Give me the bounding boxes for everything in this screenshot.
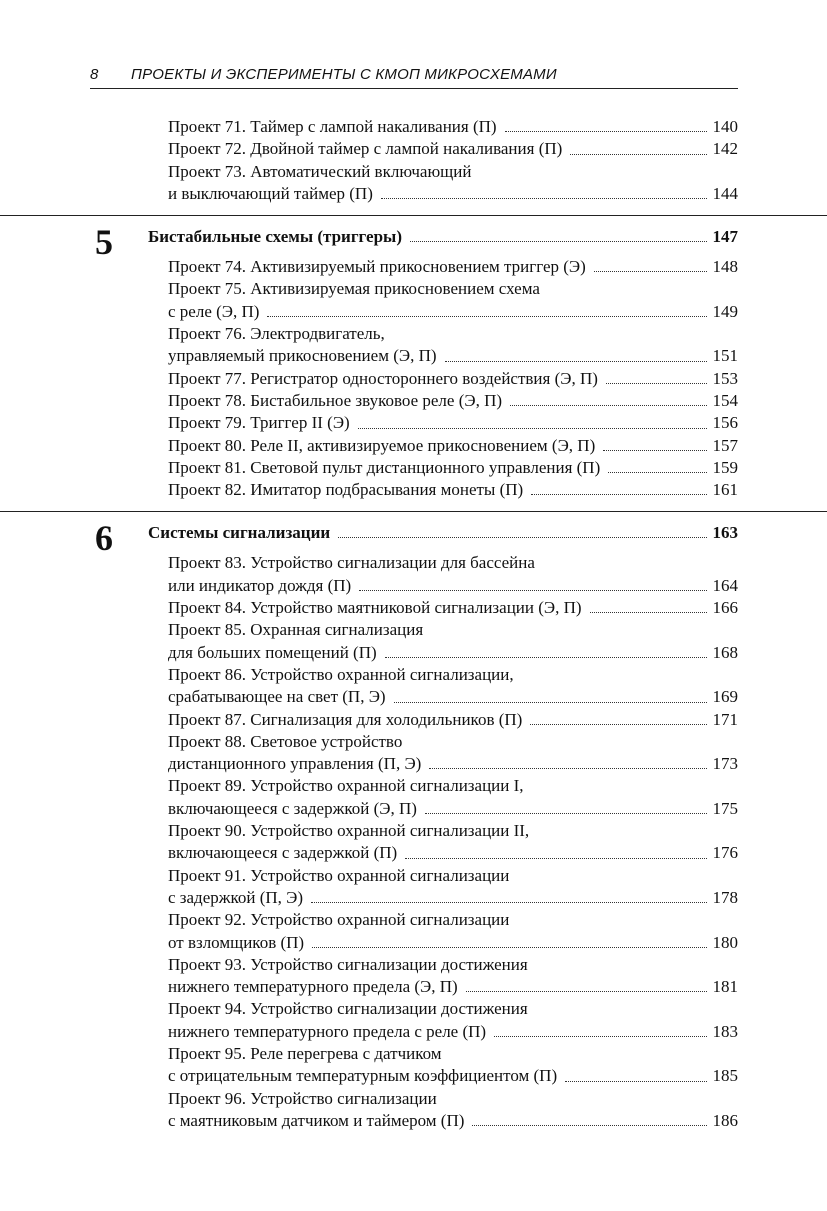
dot-leader xyxy=(510,405,706,406)
toc-entry[interactable] xyxy=(168,116,738,138)
entry-page-number: 168 xyxy=(712,642,738,662)
toc-entry[interactable] xyxy=(168,597,738,619)
toc-entry-line xyxy=(168,775,738,797)
toc-entry[interactable] xyxy=(168,412,738,434)
toc-entry-line xyxy=(168,138,738,160)
entry-text: и выключающий таймер (П) xyxy=(168,183,373,203)
toc-entry-line xyxy=(168,1021,738,1043)
entry-text: Проект 78. Бистабильное звуковое реле (Э, П) xyxy=(168,390,503,410)
toc-entry[interactable] xyxy=(168,256,738,278)
entry-text: с отрицательным температурным коэффициентом (П) xyxy=(168,1066,558,1086)
entry-text: Проект 81. Световой пульт дистанционного управления (П) xyxy=(168,457,601,477)
entry-text: Проект 92. Устройство охранной сигнализации xyxy=(168,910,510,930)
entry-page-number: 183 xyxy=(712,1021,738,1041)
toc-entry-line xyxy=(168,412,738,434)
chapter-title: Бистабильные схемы (триггеры) xyxy=(148,227,402,247)
toc-entry-line xyxy=(168,842,738,864)
toc-entry[interactable] xyxy=(168,390,738,412)
dot-leader xyxy=(381,198,707,199)
toc-entry[interactable] xyxy=(168,731,738,776)
entry-page-number: 175 xyxy=(712,798,738,818)
entry-text: Проект 91. Устройство охранной сигнализации xyxy=(168,865,510,885)
toc-entry[interactable] xyxy=(168,1043,738,1088)
entry-page-number: 149 xyxy=(712,301,738,321)
entry-page-number: 154 xyxy=(712,390,738,410)
toc-entry-line xyxy=(168,116,738,138)
toc-entry-line xyxy=(168,390,738,412)
entry-text: дистанционного управления (П, Э) xyxy=(168,754,422,774)
chapter-number: 6 xyxy=(95,518,113,559)
toc-entry-line xyxy=(168,161,738,183)
toc-entry[interactable] xyxy=(168,709,738,731)
toc-entry-line xyxy=(168,865,738,887)
toc-entry-line xyxy=(168,887,738,909)
running-head-title: ПРОЕКТЫ И ЭКСПЕРИМЕНТЫ С КМОП МИКРОСХЕМАМИ xyxy=(131,66,557,83)
toc-entry[interactable] xyxy=(168,865,738,910)
entry-text: Проект 75. Активизируемая прикосновением схема xyxy=(168,279,540,299)
toc-entry[interactable] xyxy=(168,552,738,597)
toc-entry[interactable] xyxy=(168,619,738,664)
entry-text: Проект 96. Устройство сигнализации xyxy=(168,1088,437,1108)
dot-leader xyxy=(385,657,707,658)
toc-entry[interactable] xyxy=(168,278,738,323)
entry-text: Проект 95. Реле перегрева с датчиком xyxy=(168,1043,442,1063)
toc-entry-line xyxy=(168,1110,738,1132)
toc-entry[interactable] xyxy=(168,775,738,820)
toc-entry-line xyxy=(168,798,738,820)
toc-entry-line xyxy=(168,686,738,708)
entry-text: Проект 85. Охранная сигнализация xyxy=(168,620,424,640)
entry-text: Проект 93. Устройство сигнализации достижения xyxy=(168,954,528,974)
toc-entry[interactable] xyxy=(168,138,738,160)
toc-entry-line xyxy=(168,753,738,775)
entry-text: Проект 86. Устройство охранной сигнализации, xyxy=(168,664,514,684)
dot-leader xyxy=(494,1036,706,1037)
toc-entry-line xyxy=(168,642,738,664)
entry-text: Проект 79. Триггер II (Э) xyxy=(168,413,350,433)
entry-text: от взломщиков (П) xyxy=(168,932,305,952)
entry-text: Проект 87. Сигнализация для холодильников (П) xyxy=(168,709,523,729)
dot-leader xyxy=(429,768,706,769)
dot-leader xyxy=(531,494,706,495)
dot-leader xyxy=(472,1125,706,1126)
chapter-page-number: 163 xyxy=(712,523,738,543)
toc-entry-line xyxy=(168,301,738,323)
entry-page-number: 176 xyxy=(712,843,738,863)
entry-page-number: 186 xyxy=(712,1110,738,1130)
entry-list xyxy=(0,552,827,1138)
chapter-number: 5 xyxy=(95,222,113,263)
entry-text: Проект 88. Световое устройство xyxy=(168,731,403,751)
dot-leader xyxy=(405,858,706,859)
toc-entry-line xyxy=(168,368,738,390)
toc-entry-line xyxy=(168,323,738,345)
entry-text: Проект 73. Автоматический включающий xyxy=(168,161,472,181)
toc-entry-line xyxy=(168,1065,738,1087)
toc-entry-line xyxy=(168,479,738,501)
dot-leader xyxy=(410,241,707,242)
dot-leader xyxy=(590,612,707,613)
entry-list xyxy=(0,116,827,211)
toc-entry[interactable] xyxy=(168,1088,738,1133)
toc-entry-line xyxy=(168,256,738,278)
toc-entry-line xyxy=(168,619,738,641)
entry-page-number: 142 xyxy=(712,139,738,159)
entry-text: Проект 77. Регистратор одностороннего воздействия (Э, П) xyxy=(168,368,598,388)
toc-entry-line xyxy=(168,1043,738,1065)
entry-page-number: 140 xyxy=(712,117,738,136)
dot-leader xyxy=(425,813,707,814)
entry-page-number: 178 xyxy=(712,887,738,907)
running-head xyxy=(90,64,738,89)
dot-leader xyxy=(594,271,707,272)
toc-entry-line xyxy=(168,731,738,753)
entry-text: включающееся с задержкой (Э, П) xyxy=(168,798,417,818)
toc-entry-line xyxy=(168,664,738,686)
toc-entry[interactable] xyxy=(168,909,738,954)
toc-entry-line xyxy=(168,909,738,931)
dot-leader xyxy=(359,590,706,591)
entry-text: Проект 83. Устройство сигнализации для бассейна xyxy=(168,553,535,573)
toc-entry-line xyxy=(168,954,738,976)
toc-entry-line xyxy=(168,709,738,731)
entry-text: срабатывающее на свет (П, Э) xyxy=(168,687,386,707)
toc-entry[interactable] xyxy=(168,435,738,457)
chapter-heading[interactable] xyxy=(148,226,738,248)
dot-leader xyxy=(570,154,706,155)
chapter-page-number: 147 xyxy=(712,227,738,247)
entry-page-number: 181 xyxy=(712,977,738,997)
chapter-title: Системы сигнализации xyxy=(148,523,331,543)
dot-leader xyxy=(603,450,706,451)
entry-page-number: 157 xyxy=(712,435,738,455)
dot-leader xyxy=(530,724,706,725)
entry-page-number: 164 xyxy=(712,575,738,595)
toc-entry-line xyxy=(168,575,738,597)
dot-leader xyxy=(505,131,707,132)
toc-entry-line xyxy=(168,998,738,1020)
page-number: 8 xyxy=(90,66,99,83)
entry-text: Проект 90. Устройство охранной сигнализации II, xyxy=(168,821,530,841)
entry-text: Проект 80. Реле II, активизируемое прикосновением (Э, П) xyxy=(168,435,596,455)
dot-leader xyxy=(267,316,706,317)
toc-section xyxy=(0,215,827,507)
toc-entry-line xyxy=(168,820,738,842)
toc-entry[interactable] xyxy=(168,820,738,865)
entry-text: включающееся с задержкой (П) xyxy=(168,843,398,863)
entry-page-number: 173 xyxy=(712,754,738,774)
entry-text: Проект 84. Устройство маятниковой сигнализации (Э, П) xyxy=(168,598,582,618)
dot-leader xyxy=(565,1081,706,1082)
toc-entry-line xyxy=(168,183,738,205)
entry-page-number: 185 xyxy=(712,1066,738,1086)
entry-page-number: 156 xyxy=(712,413,738,433)
entry-text: Проект 72. Двойной таймер с лампой накаливания (П) xyxy=(168,139,563,159)
toc-entry[interactable] xyxy=(168,664,738,709)
toc-entry[interactable] xyxy=(168,323,738,368)
entry-page-number: 180 xyxy=(712,932,738,952)
entry-text: Проект 71. Таймер с лампой накаливания (П) xyxy=(168,117,497,136)
entry-text: нижнего температурного предела с реле (П) xyxy=(168,1021,487,1041)
toc-entry-line xyxy=(168,457,738,479)
toc-section xyxy=(0,511,827,1138)
entry-text: Проект 76. Электродвигатель, xyxy=(168,324,385,344)
entry-text: Проект 89. Устройство охранной сигнализации I, xyxy=(168,776,524,796)
entry-page-number: 169 xyxy=(712,687,738,707)
dot-leader xyxy=(445,361,707,362)
dot-leader xyxy=(606,383,707,384)
entry-text: или индикатор дождя (П) xyxy=(168,575,352,595)
entry-text: нижнего температурного предела (Э, П) xyxy=(168,977,458,997)
toc-entry[interactable] xyxy=(168,954,738,999)
toc-entry-line xyxy=(168,932,738,954)
dot-leader xyxy=(608,472,706,473)
entry-text: Проект 94. Устройство сигнализации достижения xyxy=(168,999,528,1019)
entry-page-number: 166 xyxy=(712,598,738,618)
entry-list xyxy=(0,256,827,507)
entry-page-number: 171 xyxy=(712,709,738,729)
dot-leader xyxy=(466,991,707,992)
toc-entry-line xyxy=(168,552,738,574)
entry-page-number: 144 xyxy=(712,183,738,203)
entry-text: управляемый прикосновением (Э, П) xyxy=(168,346,437,366)
toc-entry-line xyxy=(168,278,738,300)
toc-entry[interactable] xyxy=(168,479,738,501)
entry-text: Проект 74. Активизируемый прикосновением триггер (Э) xyxy=(168,257,586,277)
toc-section xyxy=(0,116,827,211)
entry-page-number: 148 xyxy=(712,257,738,277)
toc-entry[interactable] xyxy=(168,457,738,479)
toc-entry[interactable] xyxy=(168,368,738,390)
dot-leader xyxy=(394,702,707,703)
toc-entry-line xyxy=(168,1088,738,1110)
entry-text: с задержкой (П, Э) xyxy=(168,887,304,907)
chapter-heading[interactable] xyxy=(148,522,738,544)
entry-page-number: 151 xyxy=(712,346,738,366)
toc-entry-line xyxy=(168,976,738,998)
dot-leader xyxy=(358,428,707,429)
table-of-contents xyxy=(0,116,827,1138)
entry-text: с реле (Э, П) xyxy=(168,301,260,321)
entry-page-number: 153 xyxy=(712,368,738,388)
entry-page-number: 159 xyxy=(712,457,738,477)
toc-entry[interactable] xyxy=(168,161,738,206)
entry-text: для больших помещений (П) xyxy=(168,642,377,662)
dot-leader xyxy=(312,947,706,948)
toc-entry-line xyxy=(168,435,738,457)
dot-leader xyxy=(311,902,706,903)
entry-page-number: 161 xyxy=(712,480,738,500)
entry-text: Проект 82. Имитатор подбрасывания монеты (П) xyxy=(168,480,524,500)
entry-text: с маятниковым датчиком и таймером (П) xyxy=(168,1110,465,1130)
toc-entry[interactable] xyxy=(168,998,738,1043)
dot-leader xyxy=(338,537,706,538)
toc-entry-line xyxy=(168,597,738,619)
toc-entry-line xyxy=(168,345,738,367)
